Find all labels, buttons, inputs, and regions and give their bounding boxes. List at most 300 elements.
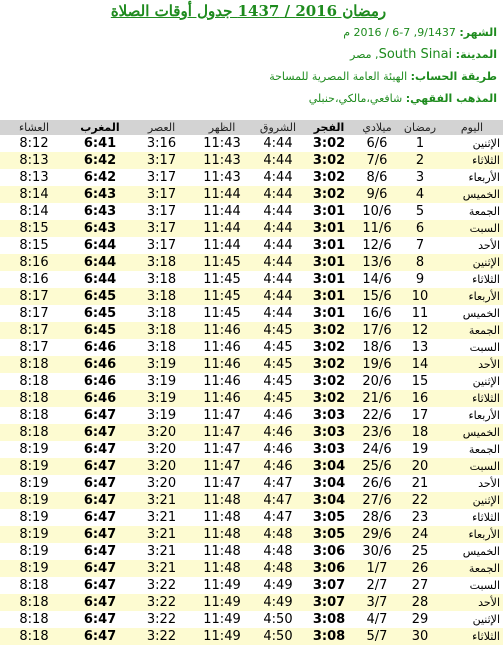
dhuhr-time-cell: 11:44: [191, 220, 253, 237]
maghrib-time-cell: 6:47: [68, 560, 132, 577]
miladi-date-cell: 22/6: [355, 407, 399, 424]
month-line: [0, 22, 497, 44]
day-cell: الأحد: [441, 594, 503, 611]
fajr-time-cell: 3:01: [303, 305, 355, 322]
asr-time-cell: 3:18: [132, 254, 191, 271]
ramadan-day-cell: 16: [399, 390, 441, 407]
dhuhr-time-cell: 11:43: [191, 152, 253, 169]
miladi-date-cell: 15/6: [355, 288, 399, 305]
sunrise-time-cell: 4:50: [253, 628, 303, 645]
dhuhr-time-cell: 11:45: [191, 254, 253, 271]
ramadan-day-cell: 6: [399, 220, 441, 237]
day-cell: الثلاثاء: [441, 509, 503, 526]
fajr-time-cell: 3:08: [303, 611, 355, 628]
table-row: [0, 339, 503, 356]
table-row: [0, 322, 503, 339]
miladi-date-cell: 9/6: [355, 186, 399, 203]
table-row: [0, 611, 503, 628]
table-row: [0, 254, 503, 271]
dhuhr-time-cell: 11:49: [191, 628, 253, 645]
fajr-time-cell: 3:07: [303, 594, 355, 611]
fajr-time-cell: 3:06: [303, 560, 355, 577]
fajr-time-cell: 3:01: [303, 203, 355, 220]
fajr-time-cell: 3:02: [303, 356, 355, 373]
sunrise-time-cell: 4:44: [253, 152, 303, 169]
isha-time-cell: 8:19: [0, 441, 68, 458]
fajr-time-cell: 3:03: [303, 407, 355, 424]
sunrise-time-cell: 4:44: [253, 288, 303, 305]
fajr-time-cell: 3:01: [303, 271, 355, 288]
fajr-time-cell: 3:05: [303, 509, 355, 526]
miladi-date-cell: 30/6: [355, 543, 399, 560]
asr-time-cell: 3:19: [132, 407, 191, 424]
isha-time-cell: 8:19: [0, 509, 68, 526]
madhhab-value: شافعي،مالكي،حنبلي: [308, 92, 403, 105]
isha-time-cell: 8:17: [0, 288, 68, 305]
fajr-time-cell: 3:05: [303, 526, 355, 543]
maghrib-time-cell: 6:47: [68, 611, 132, 628]
madhhab-line: [0, 88, 497, 110]
isha-time-cell: 8:18: [0, 407, 68, 424]
table-row: [0, 169, 503, 186]
ramadan-day-cell: 13: [399, 339, 441, 356]
maghrib-time-cell: 6:44: [68, 271, 132, 288]
ramadan-day-cell: 19: [399, 441, 441, 458]
table-row: [0, 305, 503, 322]
table-header-row: [0, 120, 503, 135]
asr-time-cell: 3:21: [132, 492, 191, 509]
table-row: [0, 577, 503, 594]
day-cell: الخميس: [441, 305, 503, 322]
ramadan-day-cell: 14: [399, 356, 441, 373]
col-header-maghrib: المغرب: [68, 120, 132, 135]
maghrib-time-cell: 6:41: [68, 135, 132, 152]
maghrib-time-cell: 6:45: [68, 305, 132, 322]
miladi-date-cell: 8/6: [355, 169, 399, 186]
table-row: [0, 628, 503, 645]
dhuhr-time-cell: 11:43: [191, 169, 253, 186]
day-cell: الأربعاء: [441, 169, 503, 186]
dhuhr-time-cell: 11:48: [191, 509, 253, 526]
method-value: الهيئة العامة المصرية للمساحة: [269, 70, 408, 83]
day-cell: السبت: [441, 339, 503, 356]
asr-time-cell: 3:19: [132, 390, 191, 407]
asr-time-cell: 3:16: [132, 135, 191, 152]
isha-time-cell: 8:19: [0, 492, 68, 509]
table-row: [0, 526, 503, 543]
day-cell: الثلاثاء: [441, 390, 503, 407]
fajr-time-cell: 3:04: [303, 492, 355, 509]
dhuhr-time-cell: 11:47: [191, 475, 253, 492]
dhuhr-time-cell: 11:43: [191, 135, 253, 152]
maghrib-time-cell: 6:45: [68, 288, 132, 305]
asr-time-cell: 3:19: [132, 356, 191, 373]
miladi-date-cell: 28/6: [355, 509, 399, 526]
maghrib-time-cell: 6:46: [68, 390, 132, 407]
asr-time-cell: 3:17: [132, 203, 191, 220]
table-row: [0, 288, 503, 305]
dhuhr-time-cell: 11:48: [191, 492, 253, 509]
maghrib-time-cell: 6:47: [68, 492, 132, 509]
fajr-time-cell: 3:01: [303, 288, 355, 305]
dhuhr-time-cell: 11:46: [191, 322, 253, 339]
city-label: المدينة:: [455, 48, 497, 61]
fajr-time-cell: 3:02: [303, 322, 355, 339]
dhuhr-time-cell: 11:49: [191, 594, 253, 611]
asr-time-cell: 3:18: [132, 322, 191, 339]
ramadan-day-cell: 15: [399, 373, 441, 390]
miladi-date-cell: 24/6: [355, 441, 399, 458]
ramadan-day-cell: 12: [399, 322, 441, 339]
isha-time-cell: 8:18: [0, 577, 68, 594]
ramadan-day-cell: 25: [399, 543, 441, 560]
fajr-time-cell: 3:02: [303, 152, 355, 169]
sunrise-time-cell: 4:44: [253, 169, 303, 186]
dhuhr-time-cell: 11:44: [191, 237, 253, 254]
month-label: الشهر:: [459, 26, 497, 39]
asr-time-cell: 3:17: [132, 169, 191, 186]
miladi-date-cell: 3/7: [355, 594, 399, 611]
dhuhr-time-cell: 11:47: [191, 407, 253, 424]
sunrise-time-cell: 4:49: [253, 577, 303, 594]
table-row: [0, 458, 503, 475]
table-row: [0, 356, 503, 373]
sunrise-time-cell: 4:44: [253, 254, 303, 271]
day-cell: الجمعة: [441, 441, 503, 458]
isha-time-cell: 8:16: [0, 254, 68, 271]
fajr-time-cell: 3:03: [303, 424, 355, 441]
isha-time-cell: 8:18: [0, 356, 68, 373]
sunrise-time-cell: 4:48: [253, 543, 303, 560]
table-row: [0, 271, 503, 288]
maghrib-time-cell: 6:47: [68, 594, 132, 611]
maghrib-time-cell: 6:46: [68, 373, 132, 390]
day-cell: الجمعة: [441, 560, 503, 577]
col-header-isha: العشاء: [0, 120, 68, 135]
ramadan-day-cell: 9: [399, 271, 441, 288]
sunrise-time-cell: 4:50: [253, 611, 303, 628]
asr-time-cell: 3:21: [132, 526, 191, 543]
table-row: [0, 594, 503, 611]
maghrib-time-cell: 6:47: [68, 424, 132, 441]
sunrise-time-cell: 4:45: [253, 390, 303, 407]
ramadan-day-cell: 24: [399, 526, 441, 543]
isha-time-cell: 8:19: [0, 543, 68, 560]
dhuhr-time-cell: 11:46: [191, 373, 253, 390]
day-cell: السبت: [441, 458, 503, 475]
col-header-sunrise: الشروق: [253, 120, 303, 135]
day-cell: السبت: [441, 220, 503, 237]
isha-time-cell: 8:14: [0, 203, 68, 220]
ramadan-day-cell: 1: [399, 135, 441, 152]
isha-time-cell: 8:16: [0, 271, 68, 288]
day-cell: الأحد: [441, 237, 503, 254]
isha-time-cell: 8:18: [0, 390, 68, 407]
asr-time-cell: 3:22: [132, 628, 191, 645]
miladi-date-cell: 16/6: [355, 305, 399, 322]
col-header-ramadan: رمضان: [399, 120, 441, 135]
dhuhr-time-cell: 11:47: [191, 424, 253, 441]
fajr-time-cell: 3:02: [303, 135, 355, 152]
maghrib-time-cell: 6:43: [68, 220, 132, 237]
isha-time-cell: 8:18: [0, 594, 68, 611]
asr-time-cell: 3:22: [132, 594, 191, 611]
sunrise-time-cell: 4:44: [253, 186, 303, 203]
asr-time-cell: 3:22: [132, 577, 191, 594]
day-cell: الخميس: [441, 424, 503, 441]
ramadan-day-cell: 23: [399, 509, 441, 526]
ramadan-day-cell: 5: [399, 203, 441, 220]
table-row: [0, 509, 503, 526]
asr-time-cell: 3:17: [132, 152, 191, 169]
dhuhr-time-cell: 11:48: [191, 543, 253, 560]
ramadan-day-cell: 8: [399, 254, 441, 271]
col-header-fajr: الفجر: [303, 120, 355, 135]
dhuhr-time-cell: 11:45: [191, 288, 253, 305]
dhuhr-time-cell: 11:46: [191, 390, 253, 407]
sunrise-time-cell: 4:44: [253, 135, 303, 152]
fajr-time-cell: 3:01: [303, 220, 355, 237]
table-row: [0, 203, 503, 220]
sunrise-time-cell: 4:47: [253, 475, 303, 492]
ramadan-day-cell: 22: [399, 492, 441, 509]
isha-time-cell: 8:17: [0, 339, 68, 356]
day-cell: الإثنين: [441, 492, 503, 509]
miladi-date-cell: 25/6: [355, 458, 399, 475]
sunrise-time-cell: 4:45: [253, 356, 303, 373]
day-cell: الإثنين: [441, 135, 503, 152]
dhuhr-time-cell: 11:48: [191, 560, 253, 577]
isha-time-cell: 8:19: [0, 475, 68, 492]
fajr-time-cell: 3:02: [303, 373, 355, 390]
fajr-time-cell: 3:02: [303, 390, 355, 407]
fajr-time-cell: 3:04: [303, 458, 355, 475]
asr-time-cell: 3:17: [132, 237, 191, 254]
maghrib-time-cell: 6:44: [68, 254, 132, 271]
miladi-date-cell: 29/6: [355, 526, 399, 543]
maghrib-time-cell: 6:47: [68, 543, 132, 560]
maghrib-time-cell: 6:47: [68, 458, 132, 475]
dhuhr-time-cell: 11:49: [191, 577, 253, 594]
sunrise-time-cell: 4:46: [253, 458, 303, 475]
asr-time-cell: 3:19: [132, 373, 191, 390]
ramadan-day-cell: 7: [399, 237, 441, 254]
ramadan-day-cell: 29: [399, 611, 441, 628]
col-header-miladi: ميلادي: [355, 120, 399, 135]
asr-time-cell: 3:22: [132, 611, 191, 628]
isha-time-cell: 8:19: [0, 526, 68, 543]
ramadan-day-cell: 30: [399, 628, 441, 645]
ramadan-day-cell: 21: [399, 475, 441, 492]
table-row: [0, 152, 503, 169]
col-header-dhuhr: الظهر: [191, 120, 253, 135]
day-cell: الثلاثاء: [441, 271, 503, 288]
asr-time-cell: 3:21: [132, 543, 191, 560]
asr-time-cell: 3:18: [132, 339, 191, 356]
table-row: [0, 475, 503, 492]
madhhab-label: المذهب الفقهي:: [405, 92, 497, 105]
miladi-date-cell: 12/6: [355, 237, 399, 254]
maghrib-time-cell: 6:47: [68, 577, 132, 594]
dhuhr-time-cell: 11:45: [191, 271, 253, 288]
table-row: [0, 560, 503, 577]
miladi-date-cell: 27/6: [355, 492, 399, 509]
ramadan-day-cell: 3: [399, 169, 441, 186]
table-row: [0, 220, 503, 237]
table-row: [0, 373, 503, 390]
city-line: المدينة: South Sinai, مصر: [350, 47, 497, 62]
asr-time-cell: 3:21: [132, 509, 191, 526]
table-row: [0, 186, 503, 203]
sunrise-time-cell: 4:44: [253, 220, 303, 237]
table-row: [0, 543, 503, 560]
dhuhr-time-cell: 11:44: [191, 186, 253, 203]
col-header-day: اليوم: [441, 120, 503, 135]
day-cell: الثلاثاء: [441, 152, 503, 169]
isha-time-cell: 8:12: [0, 135, 68, 152]
fajr-time-cell: 3:08: [303, 628, 355, 645]
day-cell: الجمعة: [441, 203, 503, 220]
miladi-date-cell: 20/6: [355, 373, 399, 390]
dhuhr-time-cell: 11:44: [191, 203, 253, 220]
day-cell: الخميس: [441, 186, 503, 203]
ramadan-day-cell: 26: [399, 560, 441, 577]
sunrise-time-cell: 4:45: [253, 373, 303, 390]
dhuhr-time-cell: 11:47: [191, 458, 253, 475]
sunrise-time-cell: 4:47: [253, 492, 303, 509]
isha-time-cell: 8:14: [0, 186, 68, 203]
dhuhr-time-cell: 11:47: [191, 441, 253, 458]
isha-time-cell: 8:19: [0, 560, 68, 577]
miladi-date-cell: 14/6: [355, 271, 399, 288]
day-cell: السبت: [441, 577, 503, 594]
dhuhr-time-cell: 11:45: [191, 305, 253, 322]
maghrib-time-cell: 6:42: [68, 152, 132, 169]
method-line: [0, 66, 497, 88]
ramadan-day-cell: 20: [399, 458, 441, 475]
fajr-time-cell: 3:02: [303, 169, 355, 186]
table-row: [0, 441, 503, 458]
miladi-date-cell: 2/7: [355, 577, 399, 594]
asr-time-cell: 3:20: [132, 475, 191, 492]
maghrib-time-cell: 6:47: [68, 628, 132, 645]
isha-time-cell: 8:15: [0, 220, 68, 237]
miladi-date-cell: 6/6: [355, 135, 399, 152]
ramadan-day-cell: 27: [399, 577, 441, 594]
isha-time-cell: 8:13: [0, 152, 68, 169]
day-cell: الأربعاء: [441, 288, 503, 305]
dhuhr-time-cell: 11:46: [191, 339, 253, 356]
asr-time-cell: 3:21: [132, 560, 191, 577]
fajr-time-cell: 3:04: [303, 475, 355, 492]
asr-time-cell: 3:18: [132, 305, 191, 322]
sunrise-time-cell: 4:49: [253, 594, 303, 611]
isha-time-cell: 8:17: [0, 305, 68, 322]
table-row: [0, 407, 503, 424]
sunrise-time-cell: 4:44: [253, 271, 303, 288]
dhuhr-time-cell: 11:49: [191, 611, 253, 628]
day-cell: الإثنين: [441, 254, 503, 271]
maghrib-time-cell: 6:43: [68, 186, 132, 203]
maghrib-time-cell: 6:47: [68, 526, 132, 543]
maghrib-time-cell: 6:46: [68, 356, 132, 373]
dhuhr-time-cell: 11:48: [191, 526, 253, 543]
miladi-date-cell: 18/6: [355, 339, 399, 356]
asr-time-cell: 3:17: [132, 186, 191, 203]
isha-time-cell: 8:18: [0, 611, 68, 628]
day-cell: الأربعاء: [441, 407, 503, 424]
table-row: [0, 135, 503, 152]
maghrib-time-cell: 6:47: [68, 407, 132, 424]
method-label: طريقة الحساب:: [410, 70, 497, 83]
page-title: رمضان 2016 / 1437 جدول أوقات الصلاة: [110, 2, 387, 20]
sunrise-time-cell: 4:48: [253, 560, 303, 577]
sunrise-time-cell: 4:44: [253, 305, 303, 322]
miladi-date-cell: 7/6: [355, 152, 399, 169]
day-cell: الإثنين: [441, 611, 503, 628]
asr-time-cell: 3:18: [132, 271, 191, 288]
miladi-date-cell: 13/6: [355, 254, 399, 271]
isha-time-cell: 8:13: [0, 169, 68, 186]
sunrise-time-cell: 4:45: [253, 339, 303, 356]
miladi-date-cell: 23/6: [355, 424, 399, 441]
day-cell: الثلاثاء: [441, 628, 503, 645]
fajr-time-cell: 3:01: [303, 237, 355, 254]
ramadan-day-cell: 4: [399, 186, 441, 203]
maghrib-time-cell: 6:42: [68, 169, 132, 186]
isha-time-cell: 8:18: [0, 424, 68, 441]
city-value-en: South Sinai: [378, 47, 453, 62]
city-value-ar: مصر: [350, 48, 372, 61]
miladi-date-cell: 21/6: [355, 390, 399, 407]
miladi-date-cell: 10/6: [355, 203, 399, 220]
fajr-time-cell: 3:07: [303, 577, 355, 594]
miladi-date-cell: 5/7: [355, 628, 399, 645]
maghrib-time-cell: 6:47: [68, 509, 132, 526]
sunrise-time-cell: 4:48: [253, 526, 303, 543]
sunrise-time-cell: 4:46: [253, 424, 303, 441]
ramadan-day-cell: 18: [399, 424, 441, 441]
maghrib-time-cell: 6:46: [68, 339, 132, 356]
sunrise-time-cell: 4:46: [253, 407, 303, 424]
fajr-time-cell: 3:03: [303, 441, 355, 458]
fajr-time-cell: 3:06: [303, 543, 355, 560]
asr-time-cell: 3:17: [132, 220, 191, 237]
miladi-date-cell: 26/6: [355, 475, 399, 492]
day-cell: الخميس: [441, 543, 503, 560]
ramadan-day-cell: 2: [399, 152, 441, 169]
table-row: [0, 390, 503, 407]
ramadan-day-cell: 17: [399, 407, 441, 424]
day-cell: الإثنين: [441, 373, 503, 390]
table-body: [0, 135, 503, 645]
miladi-date-cell: 11/6: [355, 220, 399, 237]
asr-time-cell: 3:20: [132, 441, 191, 458]
sunrise-time-cell: 4:47: [253, 509, 303, 526]
table-row: [0, 237, 503, 254]
table-row: [0, 424, 503, 441]
asr-time-cell: 3:20: [132, 458, 191, 475]
maghrib-time-cell: 6:47: [68, 441, 132, 458]
sunrise-time-cell: 4:44: [253, 237, 303, 254]
day-cell: الجمعة: [441, 322, 503, 339]
asr-time-cell: 3:20: [132, 424, 191, 441]
ramadan-day-cell: 11: [399, 305, 441, 322]
fajr-time-cell: 3:02: [303, 186, 355, 203]
dhuhr-time-cell: 11:46: [191, 356, 253, 373]
sunrise-time-cell: 4:44: [253, 203, 303, 220]
sunrise-time-cell: 4:46: [253, 441, 303, 458]
